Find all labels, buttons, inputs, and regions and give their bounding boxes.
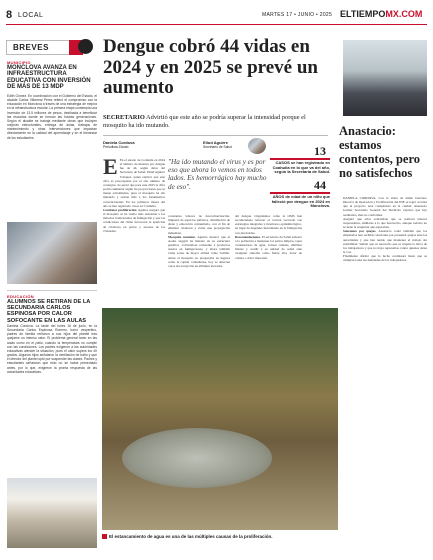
- article-headline: Dengue cobró 44 vidas en 2024 y en 2025 se prevé un aumento: [103, 36, 318, 98]
- sidebar-headline: Anastacio: estamos contentos, pero no satisfechos: [339, 124, 421, 180]
- sidebar-body: DANIELA CORDOVA. Con la visita de Jaime Guerrero Director de Operación y Proliferación del INE se logró acordar que el proyecto será completado en la ciudad. Anastacio Gómez Secretario General del Sindicato expresó que hay resultados, mas no conformes. Aseguró que ellos solicitaban que se realicen labores responsables, similares a lo que han hecho, aunque todavía no se tiene la respuesta que esperaban. Sanciones por quejas. Anastacio contó también que los empleados han recibido sanciones por presentar quejas ante las autoridades y que han tenido que mantener el trabajo sin estabilidad. Señaló que es necesario que se respete la labor de los trabajadores y que no haya represalias contra quienes alzan la voz. Finalmente afirmó que la lucha continuará hasta que se cumplan todas las demandas de los trabajadores.: [343, 196, 427, 263]
- publisher-badge-icon: [78, 39, 93, 54]
- source-avatar: [248, 138, 266, 154]
- header-rule: [6, 24, 427, 25]
- brief1-body: Edith Gómez. En coordinación con el Gobierno del Estado, el alcalde Carlos Villarreal Pérez reiteró el compromiso con la educación en Monclova a través de una estrategia de mejora en la infraestructura escolar. La primera etapa contempla una inversión de 13.5 millones de pesos, destinada a beneficiar las escuelas donde se forman las futuras generaciones. Según el alcalde se trabaja mediante obras que incluyen mejoras estructurales, entrega de aulas, trabajos de mantenimiento y otras intervenciones que impactan directamente en la calidad del aprendizaje y en el bienestar de los estudiantes.: [7, 94, 97, 140]
- subheading-rule: [103, 135, 328, 136]
- brief2-headline: ALUMNOS SE RETIRAN DE LA SECUNDARIA CARLOS ESPINOSA POR CALOR SOFOCANTE EN LAS AULAS: [7, 299, 91, 324]
- article-column-3: del dengue. Organismos como la OMS han recomendado reforzar el control vectorial con estrategias integrales y monitoreo epidemiológico, en lugar de depender únicamente en la fumigación con piretroides. Recomendaciones. El secretario de Salud exhortó a la población a mantener los patios limpios, tapar contenedores de agua, voltear cubetas, eliminar llantas y acudir a su unidad de salud ante cualquier síntoma como fiebre alta, dolor de cabeza o dolor muscular.: [235, 214, 302, 260]
- sidebar-portrait: [343, 40, 427, 116]
- article-column-1: E En el estado de Coahuila en 2024 el número de muertes por dengue fue de 44, según datos del Secretario de Salud, Eliud Aguirre Vázquez, quien explicó que esta cifra es preocupante por el alto número de contagios. Se prevé que para este 2025 la cifra podría aumentar según las proyecciones que se tienen actualmente, pues el mosquito ha ido mutando y resiste más a los tratamientos convencionales. En los primeros meses del año se han registrado casos en Coahuila. Combates proliferación. Aguirre aseguró que el mosquito se ha vuelto más resistente a los métodos tradicionales de fumigación y que las condiciones del clima favorecen la aparición de criaderos en patios y azoteas de las viviendas.: [103, 158, 165, 233]
- edition-date: MARTES 17 • JUNIO • 2025: [262, 12, 333, 18]
- article-column-2: constantes labores de descacharrización, limpieza de espacios públicos, distribución de abate y educación comunitaria, con el fin de eliminar criaderos y evitar una propagación inmediata. Mosquito mutante. Aguirre destacó que el Aedes aegypti ha mutado en su estructura genética, volviéndose resistente a productos usados en fumigaciones, y ahora también visita zonas de mayor altitud como Saltillo. Antes el mosquito no prosperaba en lugares como la capital coahuilense, hoy se detectan casos sin excepción en altitudes elevadas.: [168, 214, 230, 268]
- main-photo-stagnant-water: [102, 308, 338, 530]
- article-subheading: SECRETARIO Advirtió que este año se podría superar la intensidad porque el mosquito ha ido mutando.: [103, 114, 306, 129]
- brand-logo: ELTIEMPOMX.COM: [340, 9, 423, 19]
- source-byline: Eliud Aguirre Secretario de Salud: [203, 140, 232, 149]
- stat-age-number: 44: [314, 178, 326, 192]
- caption-marker-icon: [102, 534, 107, 539]
- photo-caption: El estancamiento de agua es una de las múltiples causas de la proliferación.: [102, 534, 338, 539]
- briefs-label-box: BREVES: [6, 40, 83, 55]
- brief1-photo: [7, 222, 97, 284]
- brief2-body: Daniela Cordova. La tarde del lunes 16 de junio, en la Secundaria Carlos Espinosa Romero, turno vespertino, padres de familia retiraron a sus hijos del plantel tras quejarse un intenso calor. El problema general tanto en las aulas como en el patio, cuando la temperatura no cumple con las condiciones. Los padres exigieron a las autoridades educativas atender la situación, pues el calor supera los 40 grados. Algunos hijos señalaron la ventilación de baño y que el director del plantel optó por suspender las clases. Padres y estudiantes señalaron que esto no se había presentado antes, por lo que, exigieron la pronta respuesta de las autoridades educativas.: [7, 324, 97, 374]
- brief2-photo: [7, 478, 97, 548]
- page-number: 8: [6, 9, 13, 21]
- drop-cap: E: [103, 158, 118, 179]
- stat-cases-text: CASOS se han registrado en Coahuila en lo que va del año, según la Secretaría de Salud.: [272, 160, 330, 175]
- author-byline: Daniela Cordova Periodista Zócalo: [103, 140, 135, 149]
- brief-divider: [7, 290, 97, 291]
- section-name: LOCAL: [18, 12, 44, 19]
- stat-age-text: AÑOS de edad de un niño que falleció por dengue en 2024 en Monclova.: [271, 194, 330, 209]
- pull-quote: "Ha ido mutando el virus y es por eso que ahora lo vemos en todos lados. Es hemorrágico hay mucho de eso".: [168, 158, 267, 191]
- stat-cases-number: 13: [314, 144, 326, 158]
- brief2-kicker: EDUCACIÓN: [7, 294, 34, 299]
- brief1-kicker: MUNICIPIO: [7, 60, 31, 65]
- brief1-headline: MONCLOVA AVANZA EN INFRAESTRUCTURA EDUCATIVA CON INVERSIÓN DE MÁS DE 13 MDP: [7, 65, 91, 91]
